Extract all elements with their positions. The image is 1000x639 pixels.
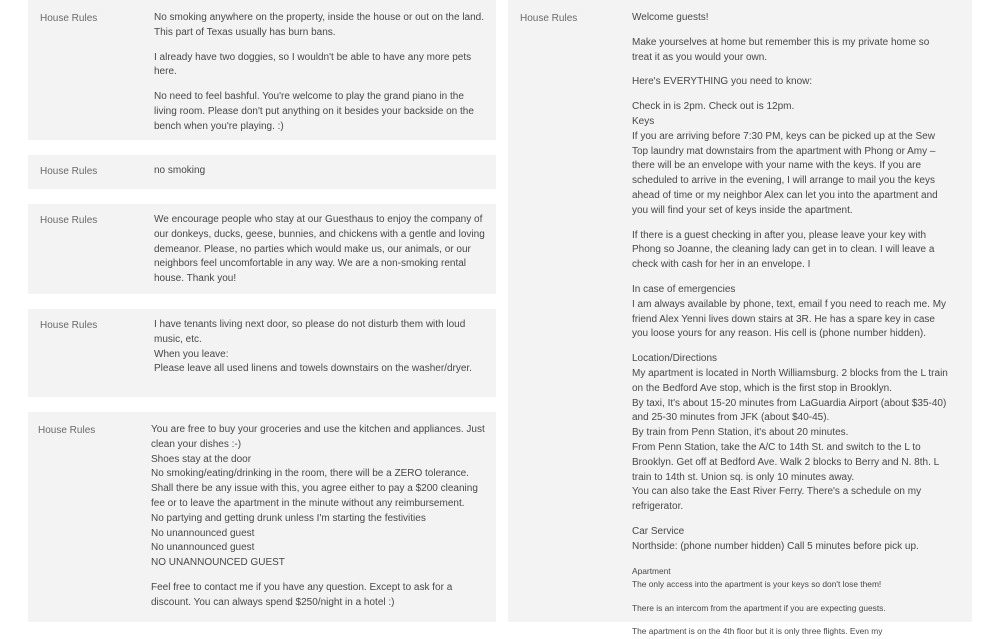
house-rules-label: House Rules xyxy=(40,166,98,177)
checkin-text: Check in is 2pm. Check out is 12pm. xyxy=(632,101,795,113)
rule-line: No unannounced guest xyxy=(151,527,255,539)
keys-text: If you are arriving before 7:30 PM, keys can be picked up at the Sew Top laundry mat downstairs from the apartment with Phong or Amy – there will be an envelope with your name with the keys. If you are scheduled to arrive in the evening, I will arrange to mail you the keys ahead of time or my neighbor Alex can let you into the apartment and you will find your set of keys inside the apartment. xyxy=(632,130,938,216)
apartment-heading: Apartment xyxy=(632,565,671,576)
everything-text: Here's EVERYTHING you need to know: xyxy=(632,76,813,88)
intro-text: Make yourselves at home but remember this is my private home so treat it as you would your own. xyxy=(632,36,930,63)
rule-paragraph: I already have two doggies, so I wouldn't be able to have any more pets here. xyxy=(154,51,472,78)
rule-line: No unannounced guest xyxy=(151,542,255,554)
house-rules-content xyxy=(154,213,489,287)
location-heading: Location/Directions xyxy=(632,353,718,365)
house-rules-label: House Rules xyxy=(40,215,98,226)
location-line: You can also take the East River Ferry. There's a schedule on my refrigerator. xyxy=(632,486,922,513)
house-rules-label: House Rules xyxy=(40,13,98,24)
rule-paragraph: We encourage people who stay at our Guesthaus to enjoy the company of our donkeys, ducks, geese, bunnies, and chickens with a gentle and loving demeanor. Please, no parties which would make us, our animals, or our neighbors feel uncomfortable in any way. We are a non-smoking rental house. Thank you! xyxy=(154,214,485,285)
house-rules-label: House Rules xyxy=(520,13,578,24)
house-rules-card-2 xyxy=(28,155,496,189)
house-rules-card-right xyxy=(508,0,972,636)
rule-line: I have tenants living next door, so please do not disturb them with loud music, etc. xyxy=(154,319,466,345)
rule-line: You are free to buy your groceries and use the kitchen and appliances. Just clean your dishes :-) xyxy=(151,424,485,450)
rule-line: Please leave all used linens and towels downstairs on the washer/dryer. xyxy=(154,363,472,375)
rule-paragraph: no smoking xyxy=(154,165,206,176)
rule-line: No smoking/eating/drinking in the room, there will be a ZERO tolerance. Shall there be any issue with this, you agree either to pay a $200 cleaning fee or to leave the apartment in the minute without any reimbursement. xyxy=(151,468,478,509)
emergency-text: I am always available by phone, text, email f you need to reach me. My friend Alex Yenni lives down stairs at 3R. He has a spare key in case you loose yours for any reason. His cell is (phone number hidden). xyxy=(632,298,947,340)
rule-paragraph: No smoking anywhere on the property, inside the house or out on the land. This part of Texas usually has burn bans. xyxy=(154,12,485,38)
apartment-text: The only access into the apartment is your keys so don't lose them! xyxy=(632,579,882,589)
emergency-heading: In case of emergencies xyxy=(632,283,736,295)
rule-paragraph: No need to feel bashful. You're welcome to play the grand piano in the living room. Please don't put anything on it besides your backside on the bench when you're playing. :) xyxy=(154,91,474,132)
house-rules-label: House Rules xyxy=(40,320,98,331)
rule-line: NO UNANNOUNCED GUEST xyxy=(151,557,285,569)
keys-heading: Keys xyxy=(632,115,655,127)
car-service-heading: Car Service xyxy=(632,525,685,537)
location-line: By train from Penn Station, it's about 20 minutes. xyxy=(632,427,849,439)
welcome-text: Welcome guests! xyxy=(632,12,709,23)
house-rules-content xyxy=(154,11,489,135)
apartment-text: The apartment is on the 4th floor but it is only three flights. Even my xyxy=(632,626,883,636)
apartment-text: There is an intercom from the apartment if you are expecting guests. xyxy=(632,602,886,613)
house-rules-content xyxy=(154,318,489,377)
rule-line: Shoes stay at the door xyxy=(151,453,252,465)
house-rules-label: House Rules xyxy=(38,425,96,436)
house-rules-card-4 xyxy=(28,309,496,397)
house-rules-card-3 xyxy=(28,204,496,294)
house-rules-content xyxy=(151,423,491,611)
location-line: My apartment is located in North Williamsburg. 2 blocks from the L train on the Bedford Ave stop, which is the first stop in Brooklyn. xyxy=(632,367,948,394)
location-line: By taxi, It's about 15-20 minutes from LaGuardia Airport (about $35-40) and 25-30 minutes from JFK (about $40-45). xyxy=(632,397,947,424)
house-rules-content xyxy=(632,11,950,639)
rule-line: No partying and getting drunk unless I'm starting the festivities xyxy=(151,512,426,524)
house-rules-content xyxy=(154,164,489,179)
checkout-text: If there is a guest checking in after you, please leave your key with Phong so Joanne, the cleaning lady can get in to clean. I will leave a check with cash for her in an envelope. I xyxy=(632,229,935,271)
house-rules-card-5 xyxy=(28,412,496,622)
rule-paragraph: Feel free to contact me if you have any question. Except to ask for a discount. You can always spend $250/night in a hotel :) xyxy=(151,581,453,608)
location-line: From Penn Station, take the A/C to 14th St. and switch to the L to Brooklyn. Get off at Bedford Ave. Walk 2 blocks to Berry and N. 8th. L train to 14th st. Union sq. is only 10 minutes away. xyxy=(632,441,939,483)
car-service-text: Northside: (phone number hidden) Call 5 minutes before pick up. xyxy=(632,540,919,552)
rule-line: When you leave: xyxy=(154,348,229,360)
house-rules-card-1 xyxy=(28,0,496,140)
